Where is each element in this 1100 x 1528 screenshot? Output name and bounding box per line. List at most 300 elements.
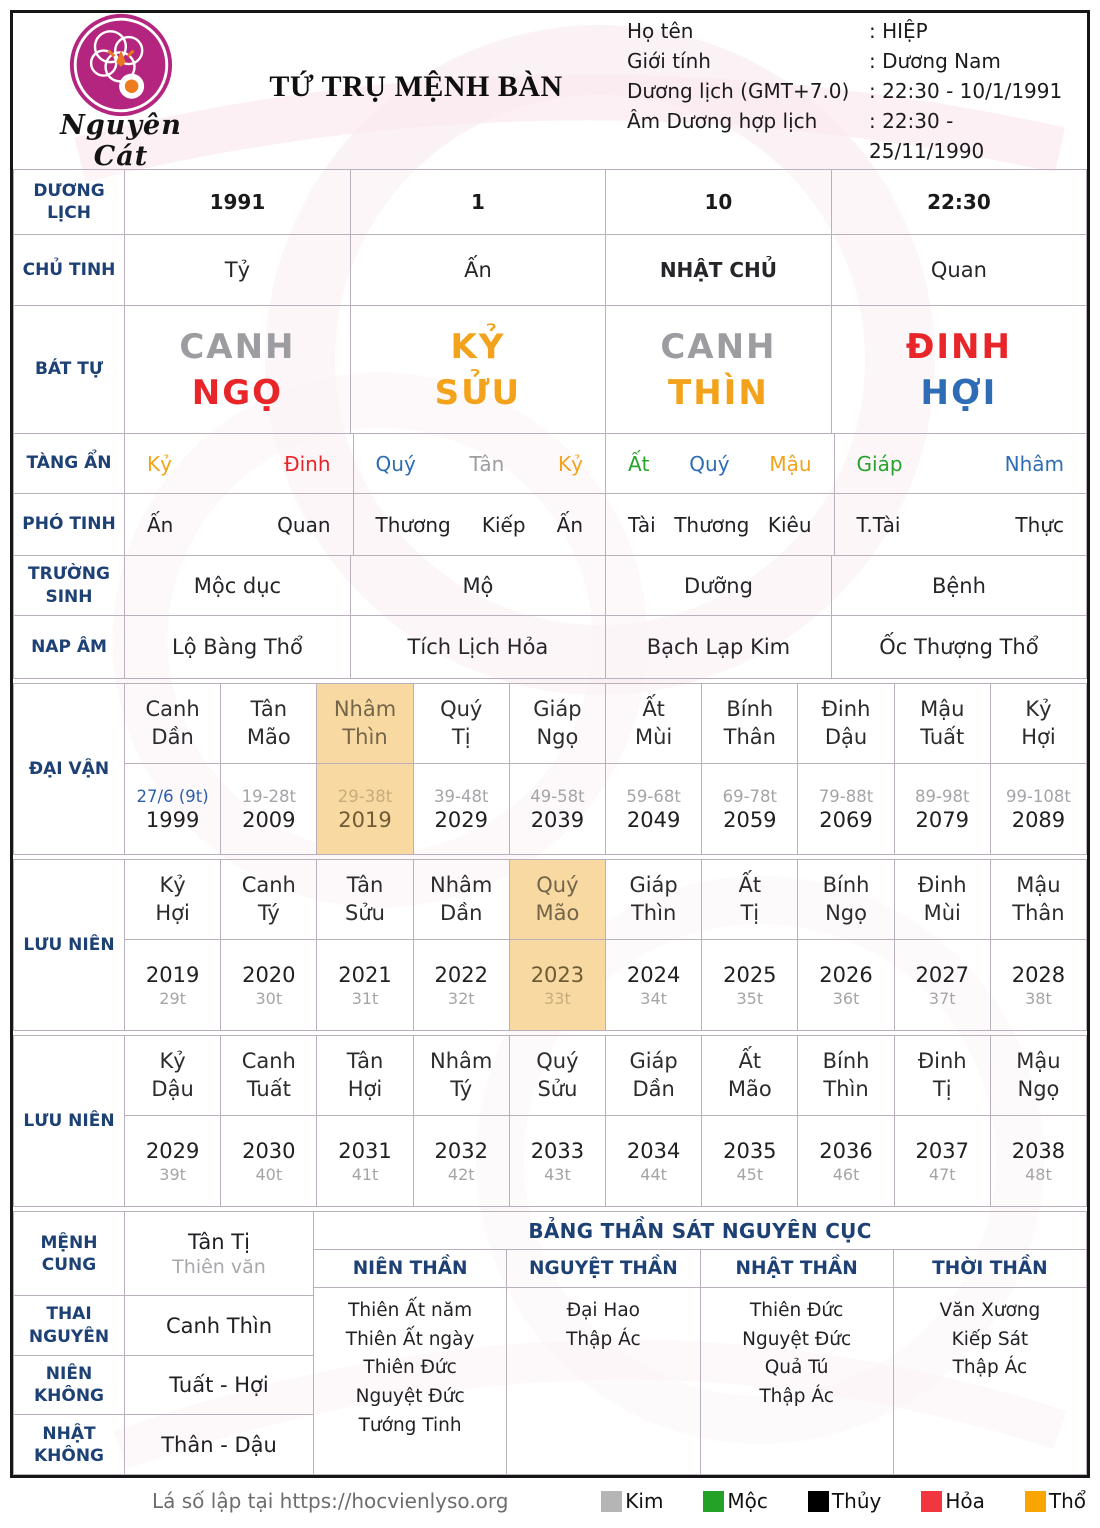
luu-nien-table-1 [13,859,1087,1031]
dai-van-cell[interactable] [990,684,1086,854]
luu-nien-period [414,940,509,1030]
auxiliary-star: Thương [674,512,750,537]
than-sat-column-header: NIÊN THẦN [352,1258,468,1279]
element-color-swatch-icon [703,1491,724,1512]
dai-van-cell[interactable] [797,684,893,854]
stem-text: Canh [145,697,200,722]
stem-text: Đinh [917,1049,967,1074]
age: 34t [640,988,667,1008]
branch-text: Hợi [1021,724,1056,749]
luu-nien-period [606,940,701,1030]
age: 43t [544,1164,571,1184]
stem-text: Nhâm [430,1049,493,1074]
truong-sinh-value: Dưỡng [605,556,831,615]
year: 2022 [434,962,488,987]
branch-text: Tị [932,1076,952,1101]
legend-label: Mộc [727,1489,768,1513]
stem-text: Mậu [1016,873,1061,898]
dai-van-cell[interactable] [894,684,990,854]
stem-text: Giáp [533,697,582,722]
element-color-swatch-icon [808,1491,829,1512]
luu-nien-pillar-name [317,860,412,940]
than-sat-body [314,1288,1086,1474]
than-sat-table [314,1212,1086,1474]
luu-nien-pillar-name [125,1036,220,1116]
luu-nien-pillar-name [991,860,1086,940]
earthly-branch: THÌN [668,372,769,413]
luu-nien-period [606,1116,701,1206]
element-color-swatch-icon [601,1491,622,1512]
row-pho-tinh [14,493,1086,555]
dai-van-pillar-name [510,684,605,764]
heavenly-stem: ĐINH [905,326,1012,367]
auxiliary-star: Thực [1015,512,1064,537]
nap-am-value: Bạch Lạp Kim [605,616,831,678]
header [13,13,1087,172]
than-sat-item: Thập Ác [566,1328,641,1350]
cung-table [14,1212,314,1474]
cung-value: Canh Thìn [165,1313,273,1338]
luu-nien-2-label: LƯU NIÊN [23,1110,115,1131]
dai-van-cell[interactable] [605,684,701,854]
auxiliary-star: Thương [375,512,451,537]
year: 2033 [530,1138,585,1163]
age-range: 27/6 (9t) [136,786,209,806]
luu-nien-period [895,940,990,1030]
earthly-branch: SỬU [434,372,522,413]
start-year: 2049 [626,807,681,832]
age: 42t [447,1164,475,1184]
luu-nien-cell[interactable] [413,860,509,1030]
age: 37t [928,988,956,1008]
year: 2019 [145,962,200,987]
stem-text: Giáp [629,1049,678,1074]
luu-nien-1-grid [124,860,1086,1030]
row-label-chu-tinh: CHỦ TINH [22,259,116,280]
luu-nien-pillar-name [510,860,605,940]
chu-tinh-value: NHẬT CHỦ [605,235,831,305]
start-year: 2039 [530,807,585,832]
cung-value-cell [124,1356,313,1415]
luu-nien-cell[interactable] [605,1036,701,1206]
dai-van-cell[interactable] [509,684,605,854]
luu-nien-cell[interactable] [316,860,412,1030]
cung-label: THAI NGUYÊN [28,1304,110,1347]
luu-nien-period [510,940,605,1030]
age: 32t [447,988,475,1008]
luu-nien-cell[interactable] [509,860,605,1030]
luu-nien-pillar-name [702,1036,797,1116]
year: 2026 [819,962,873,987]
age: 33t [544,988,571,1008]
chu-tinh-value: Quan [831,235,1086,305]
dai-van-cell[interactable] [316,684,412,854]
age: 47t [928,1164,956,1184]
branch-text: Tị [451,724,471,749]
dai-van-pillar-name [414,684,509,764]
year: 2029 [145,1138,200,1163]
than-sat-item: Nguyệt Đức [742,1328,852,1350]
auxiliary-star: Ấn [147,512,174,537]
pillars-table [13,169,1087,679]
branch-text: Tuất [920,724,965,749]
branch-text: Tị [740,900,760,925]
footer [0,1478,1100,1513]
nap-am-value: Ốc Thượng Thổ [831,616,1086,678]
row-label-duong-lich: DƯƠNG LỊCH [33,180,105,223]
footer-source-link[interactable]: Lá số lập tại https://hocvienlyso.org [152,1489,509,1513]
than-sat-item: Thiên Ất năm [348,1300,473,1321]
duong-lich-value: 22:30 [831,170,1086,234]
row-truong-sinh [14,555,1086,615]
row-tang-an [14,433,1086,493]
age: 30t [255,988,283,1008]
cung-row [14,1356,313,1416]
dai-van-pillar-name [606,684,701,764]
cung-label: NIÊN KHÔNG [33,1364,105,1407]
profile-row [627,106,1073,166]
stem-text: Đinh [917,873,967,898]
page-title: TỨ TRỤ MỆNH BÀN [269,70,563,103]
hidden-stem: Mậu [769,451,812,476]
age: 40t [255,1164,283,1184]
branch-text: Dần [632,1076,675,1101]
luu-nien-pillar-name [991,1036,1086,1116]
age-range: 79-88t [818,786,874,806]
start-year: 2009 [242,807,296,832]
profile-row [627,16,1073,46]
branch-text: Thân [723,724,776,749]
dai-van-pillar-name [895,684,990,764]
legend-label: Hỏa [945,1489,985,1513]
dai-van-pillar-name [702,684,797,764]
element-legend [601,1489,1086,1513]
year: 2025 [723,962,777,987]
year: 2020 [242,962,296,987]
year: 2023 [530,962,585,987]
age: 41t [351,1164,379,1184]
cung-value-cell [124,1296,313,1355]
luu-nien-period [221,940,316,1030]
year: 2037 [915,1138,969,1163]
than-sat-item: Thiên Đức [363,1357,457,1379]
than-sat-headers [314,1250,1086,1288]
profile-value: : HIỆP [869,19,928,43]
chu-tinh-value: Tỷ [124,235,350,305]
luu-nien-cell[interactable] [990,860,1086,1030]
dai-van-cell[interactable] [701,684,797,854]
start-year: 2069 [819,807,873,832]
tang-an-cell [834,434,1086,493]
branch-text: Tý [450,1076,473,1101]
luu-nien-period [125,940,220,1030]
luu-nien-cell[interactable] [124,860,220,1030]
stem-text: Kỷ [159,873,186,898]
stem-text: Kỷ [1025,697,1052,722]
profile-label: Giới tính [627,49,711,73]
hidden-stem: Kỷ [147,451,172,476]
luu-nien-pillar-name [510,1036,605,1116]
stem-text: Mậu [920,697,965,722]
branch-text: Mùi [634,724,673,749]
auxiliary-star: Quan [277,512,331,537]
dai-van-grid [124,684,1086,854]
year: 2034 [626,1138,681,1163]
cung-row [14,1212,313,1296]
luu-nien-period [991,940,1086,1030]
hidden-stem: Nhâm [1004,451,1064,476]
auxiliary-star: Kiếp [481,512,526,537]
dai-van-period [510,764,605,854]
luu-nien-cell[interactable] [316,1036,412,1206]
luu-nien-pillar-name [895,1036,990,1116]
age-range: 19-28t [241,786,297,806]
year: 2036 [819,1138,873,1163]
legend-item [921,1489,985,1513]
row-duong-lich [14,170,1086,234]
year: 2024 [626,962,681,987]
row-label-truong-sinh: TRƯỜNG SINH [28,564,110,607]
stem-text: Ất [738,1049,762,1074]
dai-van-cell[interactable] [124,684,220,854]
luu-nien-pillar-name [606,1036,701,1116]
chart-frame [10,10,1090,1478]
element-color-swatch-icon [1025,1491,1046,1512]
age-range: 89-98t [915,786,970,806]
luu-nien-period [125,1116,220,1206]
hidden-stem: Kỷ [558,451,583,476]
dai-van-period [317,764,412,854]
truong-sinh-value: Mộc dục [124,556,350,615]
legend-item [1025,1489,1086,1513]
luu-nien-pillar-name [606,860,701,940]
truong-sinh-value: Mộ [350,556,605,615]
branch-text: Thân [1012,900,1065,925]
tang-an-cell [124,434,353,493]
luu-nien-cell[interactable] [413,1036,509,1206]
luu-nien-pillar-name [221,1036,316,1116]
nap-am-value: Tích Lịch Hỏa [350,616,605,678]
profile-info [627,16,1077,166]
hidden-stem: Tân [469,451,505,476]
dai-van-pillar-name [991,684,1086,764]
luu-nien-pillar-name [702,860,797,940]
dai-van-pillar-name [317,684,412,764]
tang-an-cell [353,434,605,493]
branch-text: Ngọ [536,724,579,749]
year: 2028 [1011,962,1066,987]
profile-value: : 22:30 - 25/11/1990 [869,109,985,163]
nguyen-cat-logo-icon [68,12,174,118]
earthly-branch: NGỌ [191,372,284,413]
tang-an-cell [605,434,834,493]
start-year: 2059 [723,807,777,832]
duong-lich-value: 1 [350,170,605,234]
hidden-stem: Quý [375,451,416,476]
than-sat-item: Thiên Ất ngày [345,1328,475,1350]
row-label-bat-tu: BÁT TỰ [34,359,104,380]
luu-nien-pillar-name [414,1036,509,1116]
age: 31t [351,988,379,1008]
luu-nien-pillar-name [798,860,893,940]
start-year: 2019 [338,807,392,832]
bat-tu-pillar [605,306,831,433]
chu-tinh-value: Ấn [350,235,605,305]
luu-nien-cell[interactable] [894,1036,990,1206]
luu-nien-cell[interactable] [605,860,701,1030]
branch-text: Thìn [630,900,677,925]
element-color-swatch-icon [921,1491,942,1512]
dai-van-period [991,764,1086,854]
luu-nien-pillar-name [798,1036,893,1116]
row-bat-tu [14,305,1086,433]
bat-tu-pillar [350,306,605,433]
branch-text: Tý [257,900,280,925]
nap-am-value: Lộ Bàng Thổ [124,616,350,678]
luu-nien-cell[interactable] [220,1036,316,1206]
dai-van-pillar-name [798,684,893,764]
branch-text: Mão [246,724,291,749]
stem-text: Tân [250,697,288,722]
branch-text: Thìn [342,724,388,749]
row-label-pho-tinh: PHÓ TINH [22,514,116,535]
luu-nien-cell[interactable] [509,1036,605,1206]
year: 2038 [1011,1138,1066,1163]
dai-van-period [606,764,701,854]
branch-text: Hợi [347,1076,383,1101]
dai-van-period [125,764,220,854]
than-sat-item: Kiếp Sát [951,1328,1029,1350]
cung-label: MỆNH CUNG [40,1232,98,1275]
dai-van-cell[interactable] [220,684,316,854]
than-sat-column [314,1288,506,1474]
profile-row [627,46,1073,76]
age: 29t [159,988,186,1008]
profile-value: : 22:30 - 10/1/1991 [869,79,1063,103]
dai-van-period [702,764,797,854]
luu-nien-cell[interactable] [797,860,893,1030]
luu-nien-table-2 [13,1035,1087,1207]
stem-text: Tân [346,873,384,898]
age-range: 39-48t [434,786,489,806]
luu-nien-cell[interactable] [701,1036,797,1206]
than-sat-item: Tướng Tinh [358,1414,462,1436]
dai-van-cell[interactable] [413,684,509,854]
dai-van-label: ĐẠI VẬN [28,758,110,779]
heavenly-stem: KỶ [450,326,506,367]
dai-van-pillar-name [221,684,316,764]
cung-value: Tân Tị [188,1229,250,1254]
cung-row [14,1415,313,1474]
stem-text: Đinh [821,697,871,722]
profile-label: Họ tên [627,19,694,43]
auxiliary-star: Tài [628,512,656,537]
branch-text: Mão [535,900,580,925]
luu-nien-period [702,940,797,1030]
profile-label: Dương lịch (GMT+7.0) [627,79,850,103]
hidden-stem: Quý [689,451,730,476]
row-label-tang-an: TÀNG ẨN [26,453,112,474]
bottom-section [13,1211,1087,1475]
luu-nien-1-label: LƯU NIÊN [23,934,115,955]
auxiliary-star: T.Tài [856,512,901,537]
start-year: 2079 [915,807,969,832]
branch-text: Mùi [923,900,961,925]
luu-nien-period [702,1116,797,1206]
age: 45t [736,1164,764,1184]
dai-van-period [414,764,509,854]
than-sat-column-header: THỜI THẦN [893,1250,1086,1287]
branch-text: Dậu [151,1076,194,1101]
stem-text: Quý [440,697,483,722]
hidden-stem: Đinh [284,451,331,476]
legend-label: Thủy [831,1489,882,1513]
branch-text: Dậu [824,724,868,749]
luu-nien-cell[interactable] [701,860,797,1030]
profile-row [627,76,1073,106]
age: 44t [640,1164,667,1184]
stem-text: Quý [536,1049,579,1074]
luu-nien-cell[interactable] [990,1036,1086,1206]
cung-value-cell [124,1212,313,1295]
truong-sinh-value: Bệnh [831,556,1086,615]
age: 48t [1025,1164,1052,1184]
pho-tinh-cell [353,494,605,555]
start-year: 2029 [434,807,488,832]
age: 46t [832,1164,860,1184]
hidden-stem: Giáp [856,451,903,476]
luu-nien-cell[interactable] [220,860,316,1030]
age-range: 69-78t [722,786,778,806]
dai-van-period [798,764,893,854]
stem-text: Nhâm [333,697,397,722]
brand-logo-block [37,10,205,172]
age-range: 99-108t [1005,786,1071,806]
cung-label: NHẬT KHÔNG [33,1423,105,1466]
luu-nien-period [798,1116,893,1206]
than-sat-column [893,1288,1086,1474]
cung-value-cell [124,1415,313,1474]
cung-value: Thân - Dậu [161,1432,277,1457]
legend-label: Kim [625,1489,664,1513]
branch-text: Sửu [537,1076,578,1101]
pho-tinh-cell [124,494,353,555]
than-sat-item: Đại Hao [566,1300,640,1321]
heavenly-stem: CANH [179,326,296,367]
bat-tu-pillar [831,306,1086,433]
luu-nien-cell[interactable] [894,860,990,1030]
than-sat-column [700,1288,893,1474]
stem-text: Bính [822,1049,870,1074]
than-sat-item: Nguyệt Đức [355,1386,465,1408]
age-range: 59-68t [626,786,681,806]
heavenly-stem: CANH [660,326,777,367]
pho-tinh-cell [834,494,1086,555]
luu-nien-period [991,1116,1086,1206]
luu-nien-period [317,940,412,1030]
luu-nien-cell[interactable] [124,1036,220,1206]
luu-nien-period [317,1116,412,1206]
luu-nien-cell[interactable] [797,1036,893,1206]
branch-text: Ngọ [1017,1076,1060,1101]
year: 2031 [338,1138,392,1163]
luu-nien-period [221,1116,316,1206]
duong-lich-value: 10 [605,170,831,234]
row-chu-tinh [14,234,1086,305]
stem-text: Kỷ [159,1049,186,1074]
than-sat-item: Thập Ác [759,1386,834,1408]
stem-text: Canh [241,873,296,898]
